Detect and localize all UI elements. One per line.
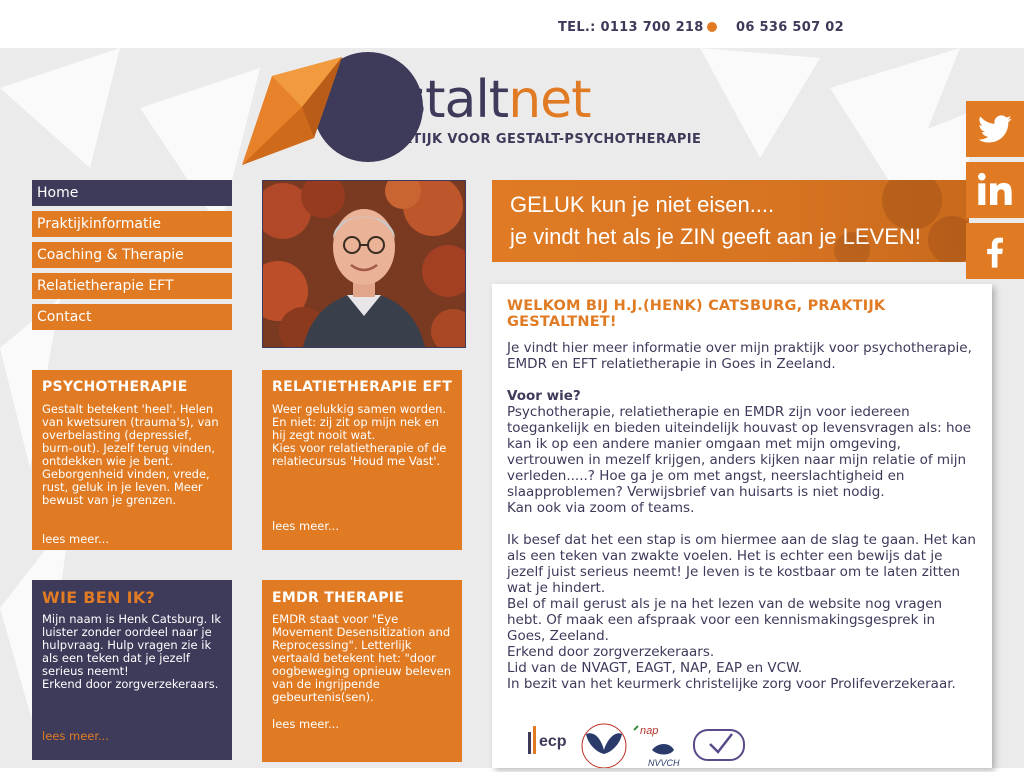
logo-wordmark-net: net (508, 70, 591, 130)
relatietherapie-eft-read-more-link[interactable]: lees meer... (272, 519, 339, 533)
zoom-line: Kan ook via zoom of teams. (507, 500, 695, 516)
banner-line-1: GELUK kun je niet eisen.... (510, 192, 775, 217)
separator-dot (707, 22, 717, 32)
facebook-button[interactable] (966, 223, 1024, 279)
banner-line-2: je vindt het als je ZIN geeft aan je LEVEN! (510, 224, 921, 249)
wie-ben-ik-title: WIE BEN IK? (42, 588, 156, 607)
nap-logo-icon (634, 725, 658, 737)
phone-number-1[interactable]: TEL.: 0113 700 218 (558, 20, 704, 35)
emdr-therapie-title: EMDR THERAPIE (272, 590, 405, 606)
insurance-line: Erkend door zorgverzekeraars. (507, 644, 715, 660)
relatietherapie-eft-text-2: Kies voor relatietherapie of de relatiecursus 'Houd me Vast'. (272, 441, 447, 468)
relatietherapie-eft-text (272, 403, 454, 468)
nvvch-logo-icon (648, 744, 680, 768)
main-navigation (32, 180, 232, 335)
nav-item-praktijkinformatie[interactable]: Praktijkinformatie (32, 211, 232, 237)
ecp-logo-icon (528, 726, 567, 754)
psychotherapie-text: Gestalt betekent 'heel'. Helen van kwetsuren (trauma's), van overbelasting (depressief, burn-out). Jezelf terug vinden, ontdekken wie je bent. Geborgenheid vinden, vrede, rust, geluk in je leven. Meer bewust van je grenzen. (42, 402, 219, 507)
psychotherapie-title: PSYCHOTHERAPIE (42, 379, 188, 395)
nav-item-relatietherapie-eft[interactable]: Relatietherapie EFT (32, 273, 232, 299)
twitter-icon (975, 109, 1015, 149)
linkedin-button[interactable] (966, 162, 1024, 218)
contact-paragraph: Bel of mail gerust als je na het lezen van de website nog vragen hebt. Of maak een afspraak voor een kennismakingsgesprek in Goes, Zeeland. (507, 596, 943, 644)
vcw-logo-icon (694, 730, 744, 760)
nvvch-logo-text: NVVCH (648, 758, 680, 768)
wie-ben-ik-read-more-link[interactable]: lees meer... (42, 729, 109, 743)
nav-item-contact[interactable]: Contact (32, 304, 232, 330)
intro-paragraph: Je vindt hier meer informatie over mijn praktijk voor psychotherapie, EMDR en EFT relatietherapie in Goes in Zeeland. (507, 340, 972, 372)
logos-strip (524, 720, 754, 768)
relatietherapie-eft-card (262, 370, 462, 550)
emdr-therapie-read-more-link[interactable]: lees meer... (272, 717, 339, 731)
logo-wordmark (336, 70, 591, 130)
nav-item-coaching-therapie[interactable]: Coaching & Therapie (32, 242, 232, 268)
tagline: PRAKTIJK VOOR GESTALT-PSYCHOTHERAPIE (371, 132, 702, 147)
eagt-logo-icon (582, 724, 626, 768)
membership-logos (524, 720, 754, 768)
membership-line: Lid van de NVAGT, EAGT, NAP, EAP en VCW. (507, 660, 803, 676)
facebook-icon (975, 231, 1015, 271)
twitter-button[interactable] (966, 101, 1024, 157)
voor-wie-paragraph: Psychotherapie, relatietherapie en EMDR zijn voor iedereen toegankelijk en bieden uiteindelijk houvast op levensvragen als: hoe kan ik op een andere manier omgaan met mijn omgeving, vertrouwen in mezelf krijgen, anders kijken naar mijn relatie of mijn verleden.....? Hoe ga je om met angst, neerslachtigheid en slaapproblemen? Verwijsbrief van huisarts is niet nodig. (507, 404, 972, 500)
welcome-title: WELKOM BIJ H.J.(HENK) CATSBURG, PRAKTIJK GESTALTNET! (507, 298, 886, 330)
psychotherapie-read-more-link[interactable]: lees meer... (42, 532, 109, 546)
wie-ben-ik-text-2: Erkend door zorgverzekeraars. (42, 677, 219, 691)
nap-logo-text: nap (640, 725, 659, 737)
step-paragraph: Ik besef dat het een stap is om hiermee aan de slag te gaan. Het kan als een teken van zwakte voelen. Het is echter een bewijs dat je jezelf juist serieus neemt! Je leven is te kostbaar om te laten zitten wat je hindert. (507, 532, 976, 596)
emdr-therapie-text: EMDR staat voor "Eye Movement Desensitization and Reprocessing". Letterlijk vertaald betekent het: "door oogbeweging opnieuw beleven van de ingrijpende gebeurtenis(sen). (272, 612, 452, 704)
welcome-body (507, 340, 977, 692)
relatietherapie-eft-text-1: Weer gelukkig samen worden. En niet: zij zit op mijn nek en hij zegt nooit wat. (272, 402, 447, 442)
top-bar (0, 0, 1024, 48)
phone-number-2[interactable]: 06 536 507 02 (736, 20, 844, 35)
nav-item-home[interactable]: Home (32, 180, 232, 206)
quality-mark-line: In bezit van het keurmerk christelijke zorg voor Prolifeverzekeraar. (507, 676, 956, 692)
relatietherapie-eft-title: RELATIETHERAPIE EFT (272, 379, 453, 395)
portrait-image (263, 181, 465, 347)
portrait-photo (262, 180, 466, 348)
wie-ben-ik-text-1: Mijn naam is Henk Catsburg. Ik luister zonder oordeel naar je hulpvraag. Hulp vragen zie ik als een teken dat je jezelf serieus neemt! (42, 612, 222, 678)
logo-wordmark-gestalt: gestalt (336, 70, 509, 130)
psychotherapie-card (32, 370, 232, 550)
wie-ben-ik-card (32, 580, 232, 760)
quote-banner (492, 180, 969, 262)
welcome-content (492, 284, 992, 768)
ecp-logo-text: ecp (539, 733, 567, 750)
voor-wie-heading: Voor wie? (507, 388, 581, 404)
linkedin-icon (975, 170, 1015, 210)
wie-ben-ik-text (42, 613, 224, 691)
emdr-therapie-card (262, 580, 462, 762)
